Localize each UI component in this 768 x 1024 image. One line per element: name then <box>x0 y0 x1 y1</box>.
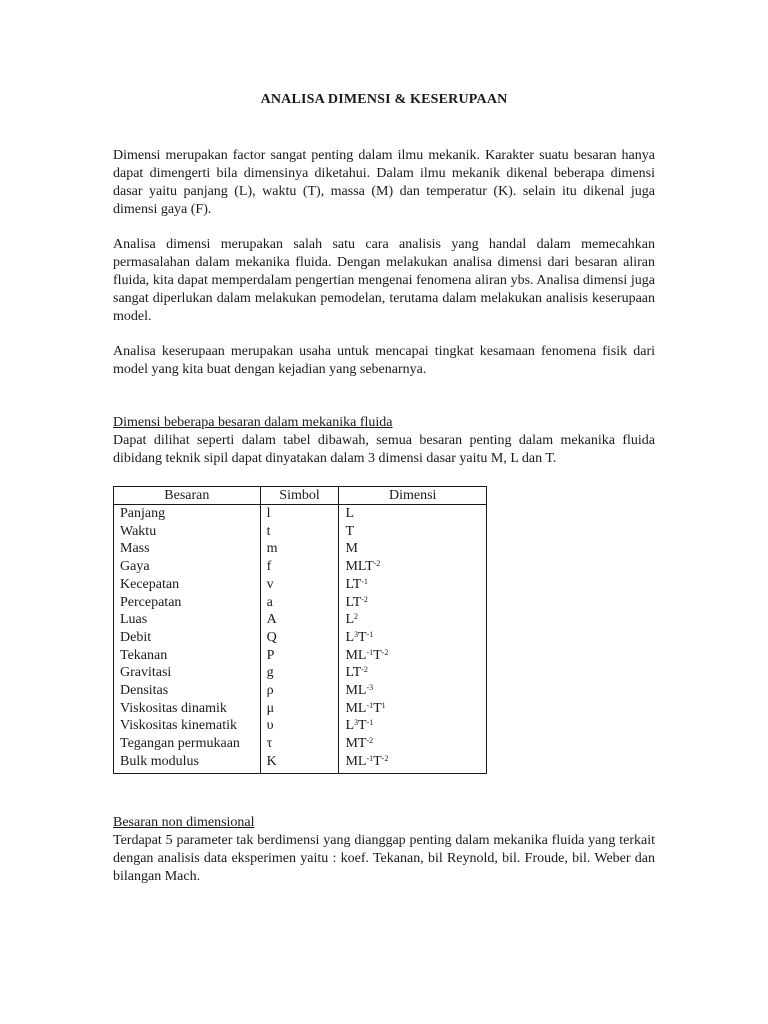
dimension-base: L <box>345 718 354 734</box>
cell-simbol: m <box>260 540 339 558</box>
table-row <box>114 558 487 576</box>
section-text-non-dimensional: Terdapat 5 parameter tak berdimensi yang dianggap penting dalam mekanika fluida yang terkait dengan analisis data eksperimen yaitu : koef. Tekanan, bil Reynold, bil. Froude, bil. Weber dan bilangan Mach. <box>113 833 655 884</box>
table-row <box>114 647 487 665</box>
table-row <box>114 700 487 718</box>
paragraph-analisa-dimensi: Analisa dimensi merupakan salah satu cara analisis yang handal dalam memecahkan permasalahan dalam mekanika fluida. Dengan melakukan analisa dimensi dari besaran aliran fluida, kita dapat memperdalam pengertian mengenai fenomena aliran ybs. Analisa dimensi juga sangat diperlukan dalam melakukan pemodelan, terutama dalam melakukan analisis keserupaan model. <box>113 237 655 324</box>
cell-dimensi <box>339 594 487 612</box>
cell-dimensi <box>339 629 487 647</box>
dimension-exponent: -1 <box>366 753 374 763</box>
cell-dimensi <box>339 753 487 773</box>
cell-simbol: τ <box>260 735 339 753</box>
dimension-exponent: -1 <box>366 629 374 639</box>
cell-simbol: t <box>260 523 339 541</box>
dimension-base: L <box>345 612 354 628</box>
dimension-exponent: 2 <box>354 612 358 622</box>
dimension-exponent: 3 <box>354 718 358 728</box>
cell-dimensi <box>339 735 487 753</box>
paragraph-analisa-keserupaan: Analisa keserupaan merupakan usaha untuk mencapai tingkat kesamaan fenomena fisik dari model yang kita buat dengan kejadian yang sebenarnya. <box>113 344 655 377</box>
table-row <box>114 576 487 594</box>
cell-besaran: Debit <box>114 629 261 647</box>
cell-simbol: g <box>260 664 339 682</box>
dimension-exponent: -2 <box>361 594 368 604</box>
dimension-exponent: -1 <box>361 576 368 586</box>
table-row <box>114 735 487 753</box>
dimension-base: T <box>358 629 367 645</box>
cell-simbol: ρ <box>260 682 339 700</box>
section-heading-non-dimensional: Besaran non dimensional <box>113 815 255 830</box>
cell-simbol: μ <box>260 700 339 718</box>
cell-simbol: a <box>260 594 339 612</box>
cell-simbol: f <box>260 558 339 576</box>
cell-besaran: Tegangan permukaan <box>114 735 261 753</box>
cell-besaran: Bulk modulus <box>114 753 261 773</box>
dimension-base: LT <box>345 576 362 592</box>
cell-besaran: Tekanan <box>114 647 261 665</box>
column-header-dimensi: Dimensi <box>339 487 487 505</box>
dimension-exponent: -1 <box>366 647 374 657</box>
dimension-base: LT <box>345 594 362 610</box>
cell-dimensi <box>339 558 487 576</box>
cell-besaran: Panjang <box>114 505 261 523</box>
table-row <box>114 523 487 541</box>
table-row <box>114 594 487 612</box>
table-row <box>114 611 487 629</box>
document-title: ANALISA DIMENSI & KESERUPAAN <box>260 92 508 107</box>
dimension-exponent: 3 <box>354 629 358 639</box>
cell-simbol: A <box>260 611 339 629</box>
cell-simbol: υ <box>260 717 339 735</box>
dimension-exponent: -2 <box>381 753 389 763</box>
cell-besaran: Viskositas dinamik <box>114 700 261 718</box>
cell-dimensi <box>339 611 487 629</box>
dimension-base: T <box>345 523 354 539</box>
section-heading-dimensi-besaran: Dimensi beberapa besaran dalam mekanika fluida <box>113 415 393 430</box>
cell-dimensi <box>339 664 487 682</box>
dimension-exponent: -2 <box>381 647 389 657</box>
dimension-base: T <box>373 753 382 769</box>
cell-besaran: Mass <box>114 540 261 558</box>
cell-simbol: P <box>260 647 339 665</box>
dimension-base: L <box>345 629 354 645</box>
table-row <box>114 540 487 558</box>
table-row <box>114 664 487 682</box>
dimension-exponent: 1 <box>381 700 386 710</box>
dimension-base: T <box>358 718 367 734</box>
dimension-base: MLT <box>345 559 374 575</box>
dimension-base: ML <box>345 683 367 699</box>
dimension-base: MT <box>345 736 367 752</box>
dimension-base: ML <box>345 647 367 663</box>
dimension-base: T <box>373 647 382 663</box>
cell-dimensi <box>339 700 487 718</box>
table-header-row <box>114 487 487 505</box>
cell-dimensi <box>339 540 487 558</box>
dimension-table <box>113 486 487 774</box>
table-row <box>114 717 487 735</box>
table-row <box>114 682 487 700</box>
cell-simbol: v <box>260 576 339 594</box>
dimension-exponent: -1 <box>366 718 374 728</box>
cell-besaran: Percepatan <box>114 594 261 612</box>
cell-besaran: Kecepatan <box>114 576 261 594</box>
cell-besaran: Waktu <box>114 523 261 541</box>
dimension-base: LT <box>345 665 362 681</box>
dimension-exponent: -2 <box>366 736 374 746</box>
dimension-exponent: -3 <box>366 683 374 693</box>
cell-simbol: Q <box>260 629 339 647</box>
cell-besaran: Gravitasi <box>114 664 261 682</box>
dimension-exponent: -2 <box>361 665 368 675</box>
cell-simbol: K <box>260 753 339 773</box>
cell-besaran: Luas <box>114 611 261 629</box>
cell-dimensi <box>339 682 487 700</box>
cell-dimensi <box>339 717 487 735</box>
table-row <box>114 629 487 647</box>
section-text-dimensi-besaran: Dapat dilihat seperti dalam tabel dibawah, semua besaran penting dalam mekanika fluida dibidang teknik sipil dapat dinyatakan dalam 3 dimensi dasar yaitu M, L dan T. <box>113 433 655 466</box>
dimension-exponent: -1 <box>366 700 374 710</box>
cell-dimensi <box>339 647 487 665</box>
cell-besaran: Densitas <box>114 682 261 700</box>
dimension-base: ML <box>345 753 367 769</box>
cell-simbol: l <box>260 505 339 523</box>
cell-dimensi <box>339 523 487 541</box>
column-header-simbol: Simbol <box>260 487 339 505</box>
cell-dimensi <box>339 576 487 594</box>
dimension-exponent: -2 <box>373 559 381 569</box>
dimension-base: L <box>345 506 354 521</box>
table-body <box>114 505 487 774</box>
dimension-base: ML <box>345 700 367 716</box>
table-row <box>114 753 487 773</box>
column-header-besaran: Besaran <box>114 487 261 505</box>
dimension-base: T <box>373 700 382 716</box>
paragraph-dimensi: Dimensi merupakan factor sangat penting dalam ilmu mekanik. Karakter suatu besaran hanya dapat dimengerti bila dimensinya diketahui. Dalam ilmu mekanik dikenal beberapa dimensi dasar yaitu panjang (L), waktu (T), massa (M) dan temperatur (K). selain itu dikenal juga dimensi gaya (F). <box>113 148 655 217</box>
table-row <box>114 505 487 523</box>
cell-besaran: Viskositas kinematik <box>114 717 261 735</box>
cell-dimensi <box>339 505 487 523</box>
dimension-base: M <box>345 541 358 557</box>
cell-besaran: Gaya <box>114 558 261 576</box>
